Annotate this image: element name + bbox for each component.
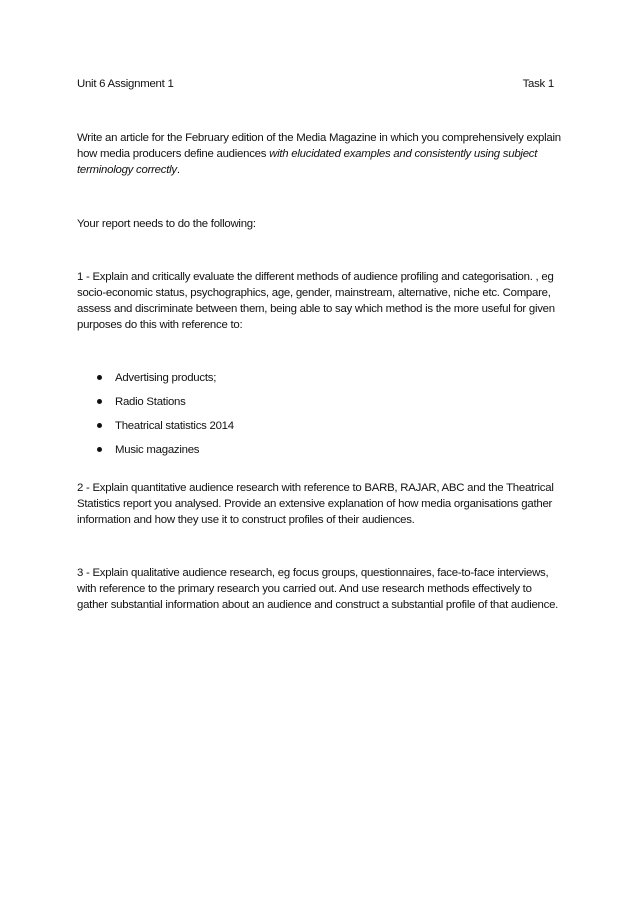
list-item	[77, 418, 561, 434]
list-item	[77, 394, 561, 410]
document-header	[77, 76, 554, 92]
unit-title: Unit 6 Assignment 1	[77, 78, 174, 90]
document-content	[77, 76, 561, 613]
brief-end: .	[176, 164, 180, 176]
bullet-icon	[97, 447, 102, 452]
bullet-icon	[97, 375, 102, 380]
bullet-icon	[97, 399, 102, 404]
task-item-2: 2 - Explain quantitative audience research with reference to BARB, RAJAR, ABC and the Theatrical Statistics report you analysed. Provide an extensive explanation of how media organisations gather information and how they use it to construct profiles of their audiences.	[77, 482, 554, 526]
report-lead-in: Your report needs to do the following:	[77, 218, 256, 230]
list-item	[77, 442, 561, 458]
list-item-text: Radio Stations	[115, 396, 186, 408]
task-item-3: 3 - Explain qualitative audience research, eg focus groups, questionnaires, face-to-face interviews, with reference to the primary research you carried out. And use research methods effectively to gather substantial information about an audience and construct a substantial profile of that audience.	[77, 567, 559, 611]
brief-emphasis: with elucidated examples and consistently using subject terminology correctly	[77, 148, 538, 176]
task-item-1: 1 - Explain and critically evaluate the different methods of audience profiling and categorisation. , eg socio-economic status, psychographics, age, gender, mainstream, alternative, niche etc. Compare, assess and discriminate between them, being able to say which method is the more useful for given purposes do this with reference to:	[77, 271, 555, 331]
reference-list	[77, 370, 561, 458]
list-item-text: Theatrical statistics 2014	[115, 420, 234, 432]
list-item-text: Music magazines	[115, 444, 200, 456]
task-label: Task 1	[522, 78, 554, 90]
list-item-text: Advertising products;	[115, 372, 217, 384]
list-item	[77, 370, 561, 386]
assignment-brief	[77, 130, 561, 178]
brief-text: Write an article for the February edition of the Media Magazine in which you comprehensively explain how media producers define audiences	[77, 132, 561, 160]
bullet-icon	[97, 423, 102, 428]
